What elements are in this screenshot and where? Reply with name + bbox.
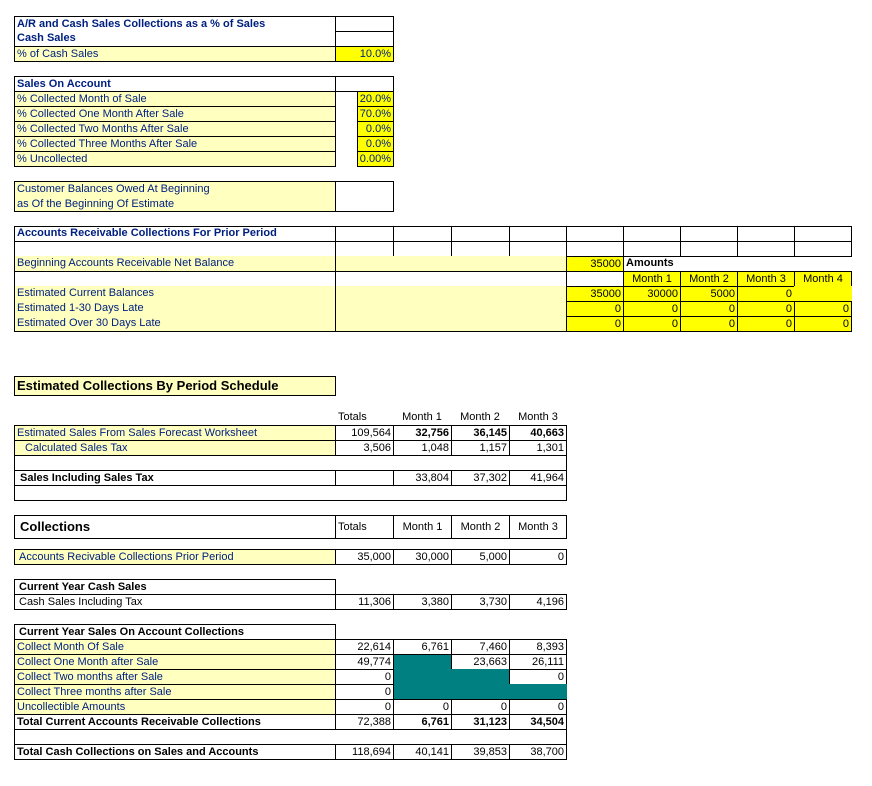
- total-ar-collections-month-3: 34,504: [509, 714, 567, 730]
- collect-one-month-total: 49,774: [335, 654, 394, 670]
- schedule-month-2-header: Month 2: [460, 411, 500, 423]
- collections-title: Collections: [14, 515, 336, 539]
- prior-collections-total: 35,000: [335, 549, 394, 565]
- cash-sales-pct-label: % of Cash Sales: [14, 46, 336, 62]
- collect-two-months-total: 0: [335, 669, 394, 685]
- collect-three-months-blocked: [394, 684, 567, 699]
- collect-three-months-label: Collect Three months after Sale: [14, 684, 336, 700]
- collections-totals-header: Totals: [335, 515, 394, 539]
- schedule-totals-header: Totals: [338, 411, 367, 423]
- schedule-title: Estimated Collections By Period Schedule: [14, 376, 336, 396]
- total-cash-collections-month-3: 38,700: [509, 744, 567, 760]
- collect-three-months-total: 0: [335, 684, 394, 700]
- total-ar-collections-month-1: 6,761: [393, 714, 452, 730]
- est-sales-month-2: 36,145: [451, 425, 510, 441]
- est-sales-label: Estimated Sales From Sales Forecast Worksheet: [14, 425, 336, 441]
- customer-balances-line-2: as Of the Beginning Of Estimate: [17, 198, 175, 210]
- est-over-30-late-month-3-input[interactable]: 0: [737, 316, 795, 332]
- prior-collections-label: Accounts Recivable Collections Prior Period: [14, 549, 336, 565]
- prior-collections-month-2: 5,000: [451, 549, 510, 565]
- schedule-spacer-row-2: [14, 485, 567, 501]
- est-1-30-late-month-4-input[interactable]: 0: [794, 301, 852, 317]
- amounts-header: Amounts: [626, 257, 674, 269]
- customer-balances-cell[interactable]: [335, 181, 394, 212]
- schedule-month-1-header: Month 1: [402, 411, 442, 423]
- total-ar-collections-label: Total Current Accounts Receivable Collections: [14, 714, 336, 730]
- est-current-label: Estimated Current Balances: [15, 286, 335, 302]
- est-1-30-late-month-1-input[interactable]: 0: [623, 301, 681, 317]
- est-over-30-late-label: Estimated Over 30 Days Late: [15, 316, 335, 332]
- collect-one-month-label: Collect One Month after Sale: [14, 654, 336, 670]
- prior-period-title: Accounts Receivable Collections For Prior Period: [17, 227, 277, 239]
- prior-month-4-header: Month 4: [794, 271, 852, 287]
- pct-collected-two-months-input[interactable]: 0.0%: [357, 121, 394, 137]
- cash-sales-heading-cell[interactable]: [335, 31, 394, 47]
- uncollectible-label: Uncollectible Amounts: [14, 699, 336, 715]
- uncollectible-month-2: 0: [451, 699, 510, 715]
- pct-uncollected-input[interactable]: 0.00%: [357, 151, 394, 167]
- cash-sales-heading: Cash Sales: [14, 31, 336, 47]
- collect-month-of-sale-label: Collect Month Of Sale: [14, 639, 336, 655]
- uncollectible-total: 0: [335, 699, 394, 715]
- cash-incl-tax-month-1: 3,380: [393, 594, 452, 610]
- collect-one-month-month-1-blocked: [394, 655, 451, 669]
- pct-collected-three-months-label: % Collected Three Months After Sale: [14, 136, 336, 152]
- sales-incl-tax-month-2: 37,302: [451, 470, 510, 486]
- est-current-month-4-input[interactable]: [794, 286, 852, 302]
- collections-month-3-header: Month 3: [509, 515, 567, 539]
- schedule-spacer-row: [14, 455, 567, 471]
- beginning-ar-fill: [336, 256, 566, 272]
- pct-collected-three-months-input[interactable]: 0.0%: [357, 136, 394, 152]
- est-1-30-late-total-input[interactable]: 0: [566, 301, 624, 317]
- cy-on-account-heading: Current Year Sales On Account Collections: [14, 624, 336, 640]
- collect-month-of-sale-total: 22,614: [335, 639, 394, 655]
- pct-collected-two-months-label: % Collected Two Months After Sale: [14, 121, 336, 137]
- uncollectible-month-1: 0: [393, 699, 452, 715]
- sales-tax-total: 3,506: [335, 440, 394, 456]
- ar-title-value-cell[interactable]: [335, 16, 394, 32]
- est-over-30-late-total-input[interactable]: 0: [566, 316, 624, 332]
- sales-on-account-cell[interactable]: [335, 76, 394, 92]
- prior-collections-month-1: 30,000: [393, 549, 452, 565]
- prior-month-2-header: Month 2: [680, 271, 738, 287]
- est-sales-total: 109,564: [335, 425, 394, 441]
- schedule-month-3-header: Month 3: [518, 411, 558, 423]
- collections-month-1-header: Month 1: [393, 515, 452, 539]
- est-over-30-late-month-2-input[interactable]: 0: [680, 316, 738, 332]
- est-current-month-2-input[interactable]: 5000: [680, 286, 738, 302]
- total-cash-collections-total: 118,694: [335, 744, 394, 760]
- cash-incl-tax-month-2: 3,730: [451, 594, 510, 610]
- sales-on-account-heading: Sales On Account: [14, 76, 336, 92]
- collections-spacer-row: [14, 729, 567, 745]
- collect-month-of-sale-month-1: 6,761: [393, 639, 452, 655]
- collect-two-months-month-3: 0: [509, 669, 567, 685]
- total-ar-collections-total: 72,388: [335, 714, 394, 730]
- sales-tax-month-2: 1,157: [451, 440, 510, 456]
- est-1-30-late-month-3-input[interactable]: 0: [737, 301, 795, 317]
- total-ar-collections-month-2: 31,123: [451, 714, 510, 730]
- est-over-30-late-fill: [336, 316, 566, 332]
- collect-two-months-blocked: [394, 669, 509, 684]
- pct-collected-month-of-sale-input[interactable]: 20.0%: [357, 91, 394, 107]
- est-current-fill: [336, 286, 566, 302]
- est-sales-month-1: 32,756: [393, 425, 452, 441]
- sales-incl-tax-total: [335, 470, 394, 486]
- est-current-month-1-input[interactable]: 30000: [623, 286, 681, 302]
- est-sales-month-3: 40,663: [509, 425, 567, 441]
- collections-month-2-header: Month 2: [451, 515, 510, 539]
- est-1-30-late-month-2-input[interactable]: 0: [680, 301, 738, 317]
- total-cash-collections-month-1: 40,141: [393, 744, 452, 760]
- collect-one-month-month-3: 26,111: [509, 654, 567, 670]
- sales-incl-tax-label: Sales Including Sales Tax: [14, 470, 336, 486]
- pct-collected-month-of-sale-label: % Collected Month of Sale: [14, 91, 336, 107]
- collect-month-of-sale-month-2: 7,460: [451, 639, 510, 655]
- est-current-month-3-input[interactable]: 0: [737, 286, 795, 302]
- est-1-30-late-fill: [336, 301, 566, 317]
- prior-collections-month-3: 0: [509, 549, 567, 565]
- est-over-30-late-month-1-input[interactable]: 0: [623, 316, 681, 332]
- cash-incl-tax-label: Cash Sales Including Tax: [14, 594, 336, 610]
- est-current-total-input[interactable]: 35000: [566, 286, 624, 302]
- est-over-30-late-month-4-input[interactable]: 0: [794, 316, 852, 332]
- beginning-ar-label: Beginning Accounts Receivable Net Balance: [15, 256, 335, 272]
- prior-month-1-header: Month 1: [623, 271, 681, 287]
- customer-balances-line-1: Customer Balances Owed At Beginning: [17, 183, 210, 195]
- ar-title: A/R and Cash Sales Collections as a % of Sales: [14, 16, 336, 32]
- cash-incl-tax-month-3: 4,196: [509, 594, 567, 610]
- sales-tax-month-1: 1,048: [393, 440, 452, 456]
- sales-incl-tax-month-3: 41,964: [509, 470, 567, 486]
- cash-sales-pct-input[interactable]: 10.0%: [335, 46, 394, 62]
- collect-month-of-sale-month-3: 8,393: [509, 639, 567, 655]
- cy-cash-sales-heading: Current Year Cash Sales: [14, 579, 336, 595]
- pct-uncollected-label: % Uncollected: [14, 151, 336, 167]
- total-cash-collections-month-2: 39,853: [451, 744, 510, 760]
- pct-collected-one-month-label: % Collected One Month After Sale: [14, 106, 336, 122]
- cash-incl-tax-total: 11,306: [335, 594, 394, 610]
- sales-tax-label: Calculated Sales Tax: [14, 440, 336, 456]
- pct-collected-one-month-input[interactable]: 70.0%: [357, 106, 394, 122]
- sales-incl-tax-month-1: 33,804: [393, 470, 452, 486]
- collect-one-month-month-2: 23,663: [451, 654, 510, 670]
- sales-tax-month-3: 1,301: [509, 440, 567, 456]
- beginning-ar-input[interactable]: 35000: [566, 256, 624, 272]
- prior-month-3-header: Month 3: [737, 271, 795, 287]
- collect-two-months-label: Collect Two months after Sale: [14, 669, 336, 685]
- uncollectible-month-3: 0: [509, 699, 567, 715]
- total-cash-collections-label: Total Cash Collections on Sales and Accounts: [14, 744, 336, 760]
- customer-balances-label: [14, 181, 336, 212]
- est-1-30-late-label: Estimated 1-30 Days Late: [15, 301, 335, 317]
